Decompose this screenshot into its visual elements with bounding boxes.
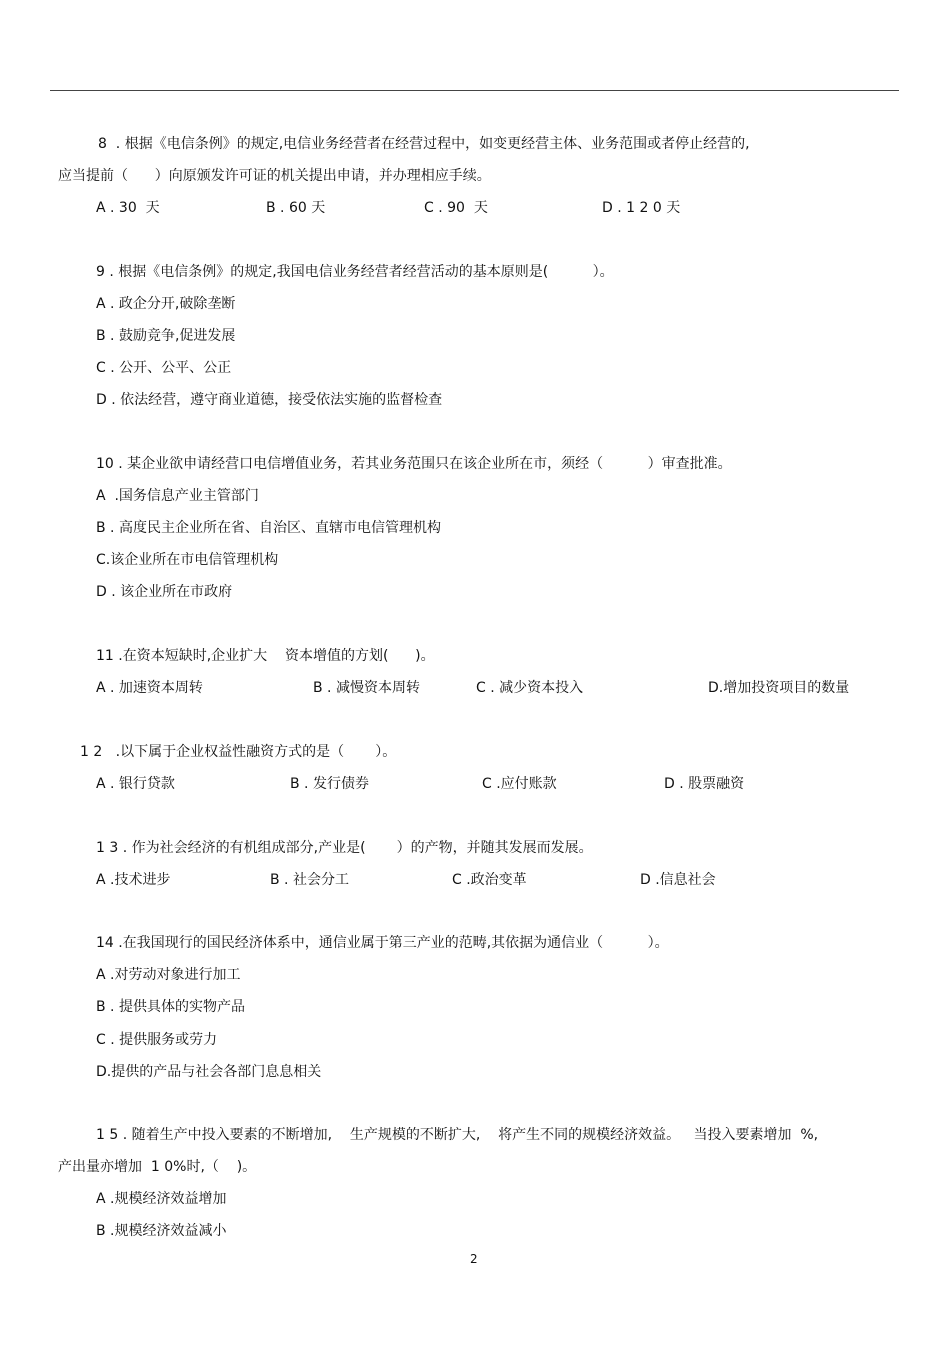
q8-option-a: A . 30 天 <box>96 200 160 216</box>
q8-stem-line2: 应当提前（ ）向原颁发许可证的机关提出申请，并办理相应手续。 <box>58 168 491 184</box>
q10-option-a: A .国务信息产业主管部门 <box>96 488 259 504</box>
q11-option-c: C . 减少资本投入 <box>476 680 584 696</box>
page-number: 2 <box>470 1252 478 1266</box>
q14-option-c: C . 提供服务或劳力 <box>96 1032 218 1048</box>
q9-option-a: A . 政企分开,破除垄断 <box>96 296 236 312</box>
q8-option-d: D . 1 2 0 天 <box>602 200 681 216</box>
q11-option-a: A . 加速资本周转 <box>96 680 203 696</box>
q9-stem: 9 . 根据《电信条例》的规定,我国电信业务经营者经营活动的基本原则是( ）。 <box>96 264 614 280</box>
q10-option-c: C.该企业所在市电信管理机构 <box>96 552 279 568</box>
q15-option-a: A .规模经济效益增加 <box>96 1191 227 1207</box>
q10-option-b: B . 高度民主企业所在省、自治区、直辖市电信管理机构 <box>96 520 441 536</box>
q9-option-d: D . 依法经营，遵守商业道德，接受依法实施的监督检查 <box>96 392 443 408</box>
q12-option-a: A . 银行贷款 <box>96 776 175 792</box>
q9-option-b: B . 鼓励竞争,促进发展 <box>96 328 236 344</box>
q14-option-d: D.提供的产品与社会各部门息息相关 <box>96 1064 322 1080</box>
q15-stem-line1: 1 5 . 随着生产中投入要素的不断增加, 生产规模的不断扩大, 将产生不同的规模经济效益。 当投入要素增加 %, <box>96 1127 819 1143</box>
q8-stem-line1: 8 . 根据《电信条例》的规定,电信业务经营者在经营过程中，如变更经营主体、业务范围或者停止经营的, <box>98 136 750 152</box>
q14-option-b: B . 提供具体的实物产品 <box>96 999 245 1015</box>
q10-stem: 10 . 某企业欲申请经营口电信增值业务，若其业务范围只在该企业所在市，须经（ ）审查批准。 <box>96 456 732 472</box>
q12-option-d: D . 股票融资 <box>664 776 745 792</box>
q13-option-d: D .信息社会 <box>640 872 716 888</box>
q13-option-a: A .技术进步 <box>96 872 171 888</box>
q10-option-d: D . 该企业所在市政府 <box>96 584 233 600</box>
q8-option-b: B . 60 天 <box>266 200 326 216</box>
header-rule <box>50 90 899 91</box>
q15-stem-line2: 产出量亦增加 1 0%时,（ )。 <box>58 1159 257 1175</box>
q11-stem: 11 .在资本短缺时,企业扩大 资本增值的方划( )。 <box>96 648 435 664</box>
q13-stem: 1 3 . 作为社会经济的有机组成部分,产业是( ）的产物，并随其发展而发展。 <box>96 840 593 856</box>
q12-option-c: C .应付账款 <box>482 776 557 792</box>
q14-stem: 14 .在我国现行的国民经济体系中，通信业属于第三产业的范畴,其依据为通信业（ ）。 <box>96 935 669 951</box>
q13-option-b: B . 社会分工 <box>270 872 349 888</box>
q8-option-c: C . 90 天 <box>424 200 488 216</box>
q11-option-d: D.增加投资项目的数量 <box>708 680 850 696</box>
q12-stem: 1 2 .以下属于企业权益性融资方式的是（ ）。 <box>80 744 397 760</box>
q14-option-a: A .对劳动对象进行加工 <box>96 967 241 983</box>
q9-option-c: C . 公开、公平、公正 <box>96 360 232 376</box>
q13-option-c: C .政治变革 <box>452 872 527 888</box>
q11-option-b: B . 减慢资本周转 <box>313 680 420 696</box>
q12-option-b: B . 发行债券 <box>290 776 369 792</box>
q15-option-b: B .规模经济效益减小 <box>96 1223 227 1239</box>
